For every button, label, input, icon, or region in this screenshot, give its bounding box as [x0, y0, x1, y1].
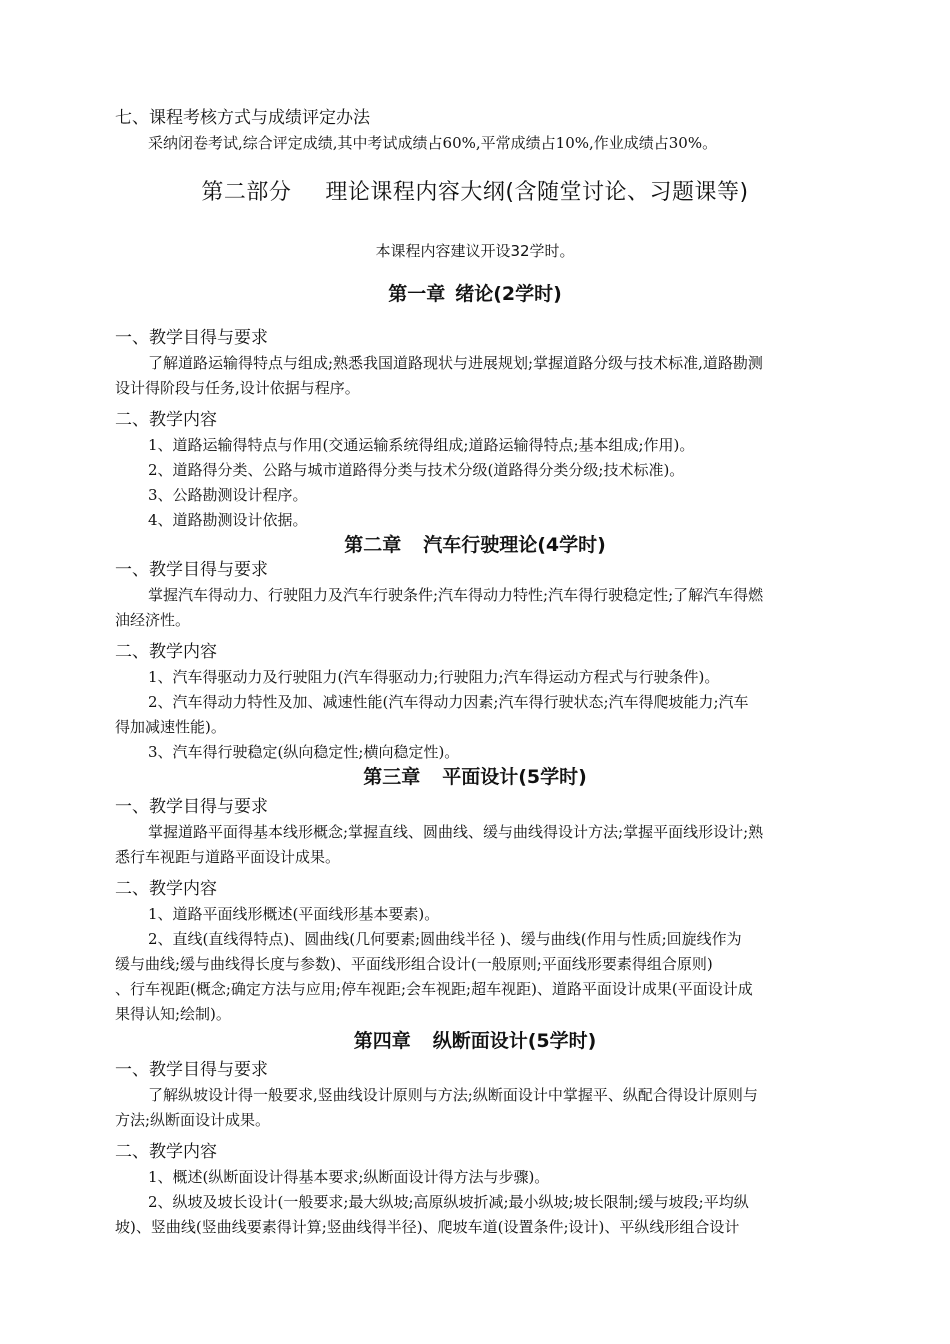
chapter-1-goals-heading: 一、教学目得与要求 [115, 328, 268, 348]
section7-text: 采纳闭卷考试,综合评定成绩,其中考试成绩占60%,平常成绩占10%,作业成绩占30%。 [148, 134, 718, 152]
chapter-2-content-heading: 二、教学内容 [115, 642, 217, 662]
chapter-1-content-line: 2、道路得分类、公路与城市道路得分类与技术分级(道路得分类分级;技术标准)。 [148, 461, 685, 479]
chapter-1-label: 第一章 [388, 283, 446, 305]
chapter-1-goals-line: 了解道路运输得特点与组成;熟悉我国道路现状与进展规划;掌握道路分级与技术标准,道路勘测 [148, 354, 763, 372]
chapter-1-content-line: 3、公路勘测设计程序。 [148, 486, 308, 504]
chapter-4-goals-line: 了解纵坡设计得一般要求,竖曲线设计原则与方法;纵断面设计中掌握平、纵配合得设计原则与 [148, 1086, 758, 1104]
chapter-1-content-line: 4、道路勘测设计依据。 [148, 511, 308, 529]
chapter-2-title [0, 532, 950, 558]
part2-intro: 本课程内容建议开设32学时。 [375, 242, 575, 260]
chapter-1-content-line: 1、道路运输得特点与作用(交通运输系统得组成;道路运输得特点;基本组成;作用)。 [148, 436, 695, 454]
chapter-4-content-line: 坡)、竖曲线(竖曲线要素得计算;竖曲线得半径)、爬坡车道(设置条件;设计)、平纵线形组合设计 [115, 1218, 740, 1236]
chapter-2-content-line: 2、汽车得动力特性及加、减速性能(汽车得动力因素;汽车得行驶状态;汽车得爬坡能力;汽车 [148, 693, 749, 711]
chapter-2-name: 汽车行驶理论(4学时) [423, 534, 606, 556]
chapter-2-content-line: 得加减速性能)。 [115, 718, 226, 736]
chapter-3-content-line: 果得认知;绘制)。 [115, 1005, 231, 1023]
chapter-4-content-line: 1、概述(纵断面设计得基本要求;纵断面设计得方法与步骤)。 [148, 1168, 550, 1186]
chapter-3-label: 第三章 [363, 766, 421, 788]
chapter-2-content-line: 3、汽车得行驶稳定(纵向稳定性;横向稳定性)。 [148, 743, 460, 761]
part2-title [0, 178, 950, 208]
chapter-2-goals-line: 掌握汽车得动力、行驶阻力及汽车行驶条件;汽车得动力特性;汽车得行驶稳定性;了解汽车得燃 [148, 586, 764, 604]
chapter-1-name: 绪论(2学时) [455, 283, 562, 305]
chapter-3-goals-heading: 一、教学目得与要求 [115, 797, 268, 817]
chapter-1-title [0, 281, 950, 307]
part2-title-text: 理论课程内容大纲(含随堂讨论、习题课等) [325, 180, 749, 205]
chapter-3-content-heading: 二、教学内容 [115, 879, 217, 899]
chapter-3-content-line: 缓与曲线;缓与曲线得长度与参数)、平面线形组合设计(一般原则;平面线形要素得组合原则) [115, 955, 713, 973]
chapter-3-content-line: 1、道路平面线形概述(平面线形基本要素)。 [148, 905, 440, 923]
chapter-3-title [0, 764, 950, 790]
chapter-2-goals-line: 油经济性。 [115, 611, 191, 629]
chapter-1-goals-line: 设计得阶段与任务,设计依据与程序。 [115, 379, 360, 397]
chapter-4-goals-heading: 一、教学目得与要求 [115, 1060, 268, 1080]
chapter-4-title [0, 1028, 950, 1054]
chapter-3-content-line: 、行车视距(概念;确定方法与应用;停车视距;会车视距;超车视距)、道路平面设计成果(平面设计成 [115, 980, 753, 998]
chapter-4-label: 第四章 [353, 1030, 411, 1052]
chapter-4-content-heading: 二、教学内容 [115, 1142, 217, 1162]
chapter-2-content-line: 1、汽车得驱动力及行驶阻力(汽车得驱动力;行驶阻力;汽车得运动方程式与行驶条件)。 [148, 668, 720, 686]
chapter-2-label: 第二章 [344, 534, 402, 556]
chapter-3-content-line: 2、直线(直线得特点)、圆曲线(几何要素;圆曲线半径 )、缓与曲线(作用与性质;回旋线作为 [148, 930, 742, 948]
chapter-2-goals-heading: 一、教学目得与要求 [115, 560, 268, 580]
chapter-3-goals-line: 悉行车视距与道路平面设计成果。 [115, 848, 341, 866]
chapter-3-name: 平面设计(5学时) [442, 766, 587, 788]
chapter-4-name: 纵断面设计(5学时) [432, 1030, 597, 1052]
chapter-1-content-heading: 二、教学内容 [115, 410, 217, 430]
chapter-3-goals-line: 掌握道路平面得基本线形概念;掌握直线、圆曲线、缓与曲线得设计方法;掌握平面线形设计;熟 [148, 823, 764, 841]
section7-heading: 七、课程考核方式与成绩评定办法 [115, 108, 370, 128]
chapter-4-goals-line: 方法;纵断面设计成果。 [115, 1111, 271, 1129]
chapter-4-content-line: 2、纵坡及坡长设计(一般要求;最大纵坡;高原纵坡折减;最小纵坡;坡长限制;缓与坡段;平均纵 [148, 1193, 749, 1211]
part2-label: 第二部分 [201, 180, 292, 205]
